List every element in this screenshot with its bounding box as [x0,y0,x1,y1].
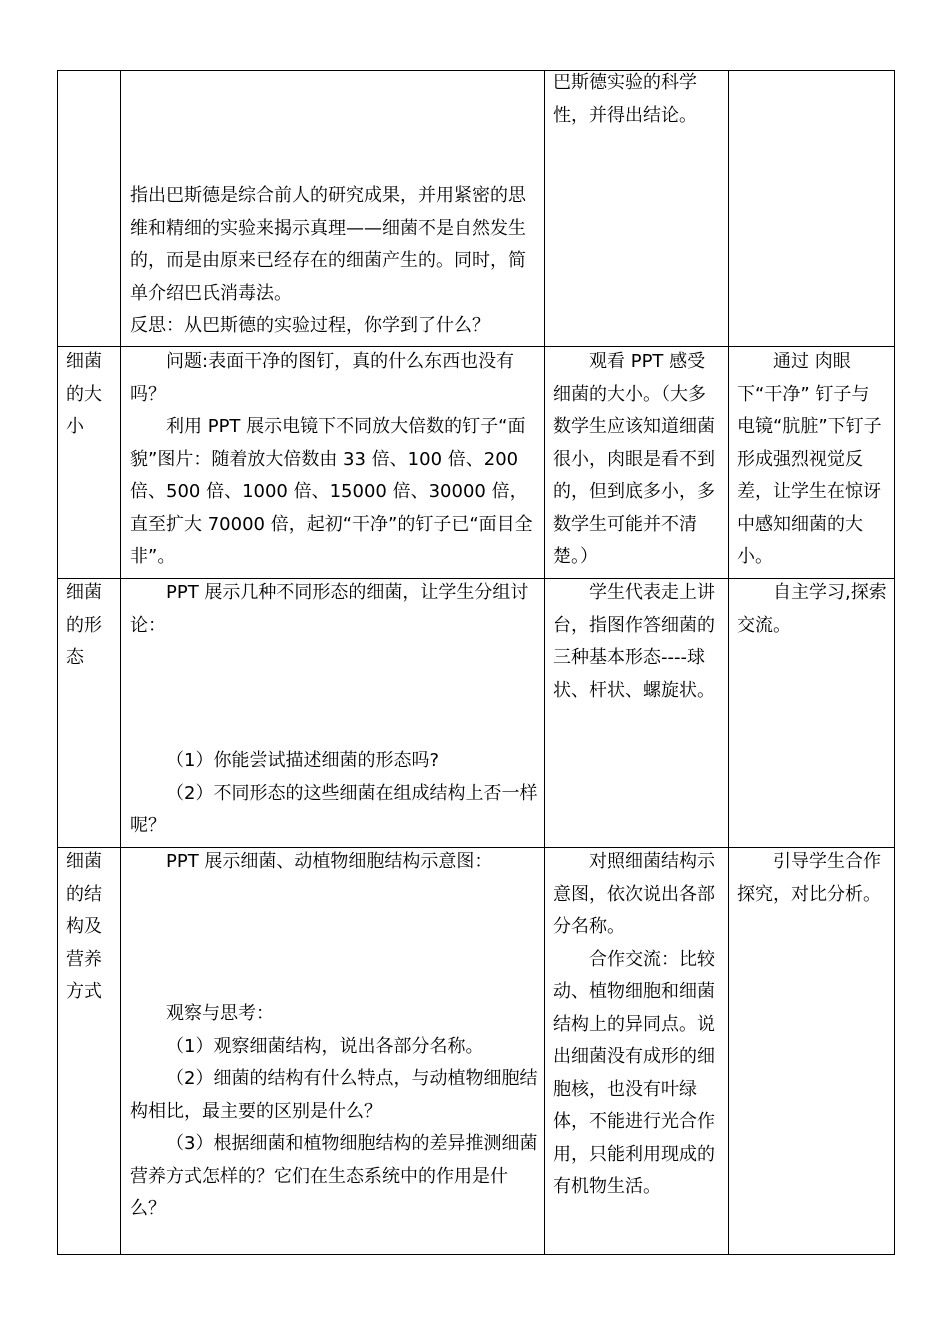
teacher-question: （1）你能尝试描述细菌的形态吗? [166,750,440,771]
topic-cell: 细菌的大小 [66,351,102,437]
teacher-question: （2）细菌的结构有什么特点，与动植物细胞结构相比，最主要的区别是什么？ [130,1068,538,1122]
table-border-left [57,70,58,1255]
intent-paragraph: 通过 肉眼下“干净” 钉子与电镜“肮脏”下钉子形成强烈视觉反差，让学生在惊讶中感知细菌的大小。 [737,351,882,567]
student-paragraph: 观看 PPT 感受细菌的大小。（大多数学生应该知道细菌很小，肉眼是看不到的，但到底多小，多数学生可能并不清楚。） [553,351,715,567]
teacher-paragraph: 问题:表面干净的图钉，真的什么东西也没有吗？ [130,351,515,405]
teacher-paragraph: 观察与思考： [166,1003,274,1024]
student-activity-cell [553,846,721,1204]
teacher-activity-cell [130,346,538,574]
design-intent-cell [737,846,887,911]
design-intent-cell [737,577,887,642]
table-border-right [894,70,895,1255]
teacher-paragraph: 指出巴斯德是综合前人的研究成果，并用紧密的思维和精细的实验来揭示真理——细菌不是自然发生的，而是由原来已经存在的细菌产生的。同时，简单介绍巴氏消毒法。 [130,185,526,304]
table-border-bottom [57,1254,895,1255]
column-divider [728,70,729,1255]
intent-paragraph: 自主学习,探索交流。 [737,582,887,636]
teacher-paragraph: 反思：从巴斯德的实验过程，你学到了什么？ [130,315,490,336]
table-border-top [57,70,895,71]
teacher-question: （1）观察细菌结构，说出各部分名称。 [166,1035,484,1057]
student-paragraph: 对照细菌结构示意图，依次说出各部分名称。 [553,851,715,937]
intent-paragraph: 引导学生合作探究，对比分析。 [737,851,881,905]
design-intent-cell [737,346,887,574]
column-divider [544,70,545,1255]
teacher-paragraph: PPT 展示几种不同形态的细菌，让学生分组讨论： [130,582,529,636]
student-paragraph: 学生代表走上讲台，指图作答细菌的三种基本形态----球状、杆状、螺旋状。 [553,582,715,701]
student-paragraph: 巴斯德实验的科学性，并得出结论。 [553,72,697,126]
teacher-questions [130,745,538,843]
teacher-questions [130,998,538,1226]
teacher-paragraph: 利用 PPT 展示电镜下不同放大倍数的钉子“面貌”图片：随着放大倍数由 33 倍、100 倍、200 倍、500 倍、1000 倍、15000 倍、30000 倍，直至扩大 70000 倍，起初“干净”的钉子已“面目全非”。 [130,416,533,567]
topic-cell: 细菌的结构及营养方式 [66,851,102,1002]
student-paragraph: 合作交流：比较动、植物细胞和细菌结构上的异同点。说出细菌没有成形的细胞核，也没有叶绿体，不能进行光合作用，只能利用现成的有机物生活。 [553,948,715,1197]
student-activity-cell [553,346,721,574]
student-activity-cell [553,577,721,707]
teacher-activity-cell [130,577,538,642]
teacher-paragraph: PPT 展示细菌、动植物细胞结构示意图： [166,851,493,872]
teacher-activity-cell [130,180,538,343]
teacher-question: （3）根据细菌和植物细胞结构的差异推测细菌营养方式怎样的？它们在生态系统中的作用是什么？ [130,1133,538,1219]
student-activity-cell [553,67,721,132]
teacher-question: （2）不同形态的这些细菌在组成结构上否一样呢？ [130,782,538,836]
column-divider [120,70,121,1255]
teacher-activity-cell [130,846,538,879]
topic-cell: 细菌的形态 [66,582,102,668]
